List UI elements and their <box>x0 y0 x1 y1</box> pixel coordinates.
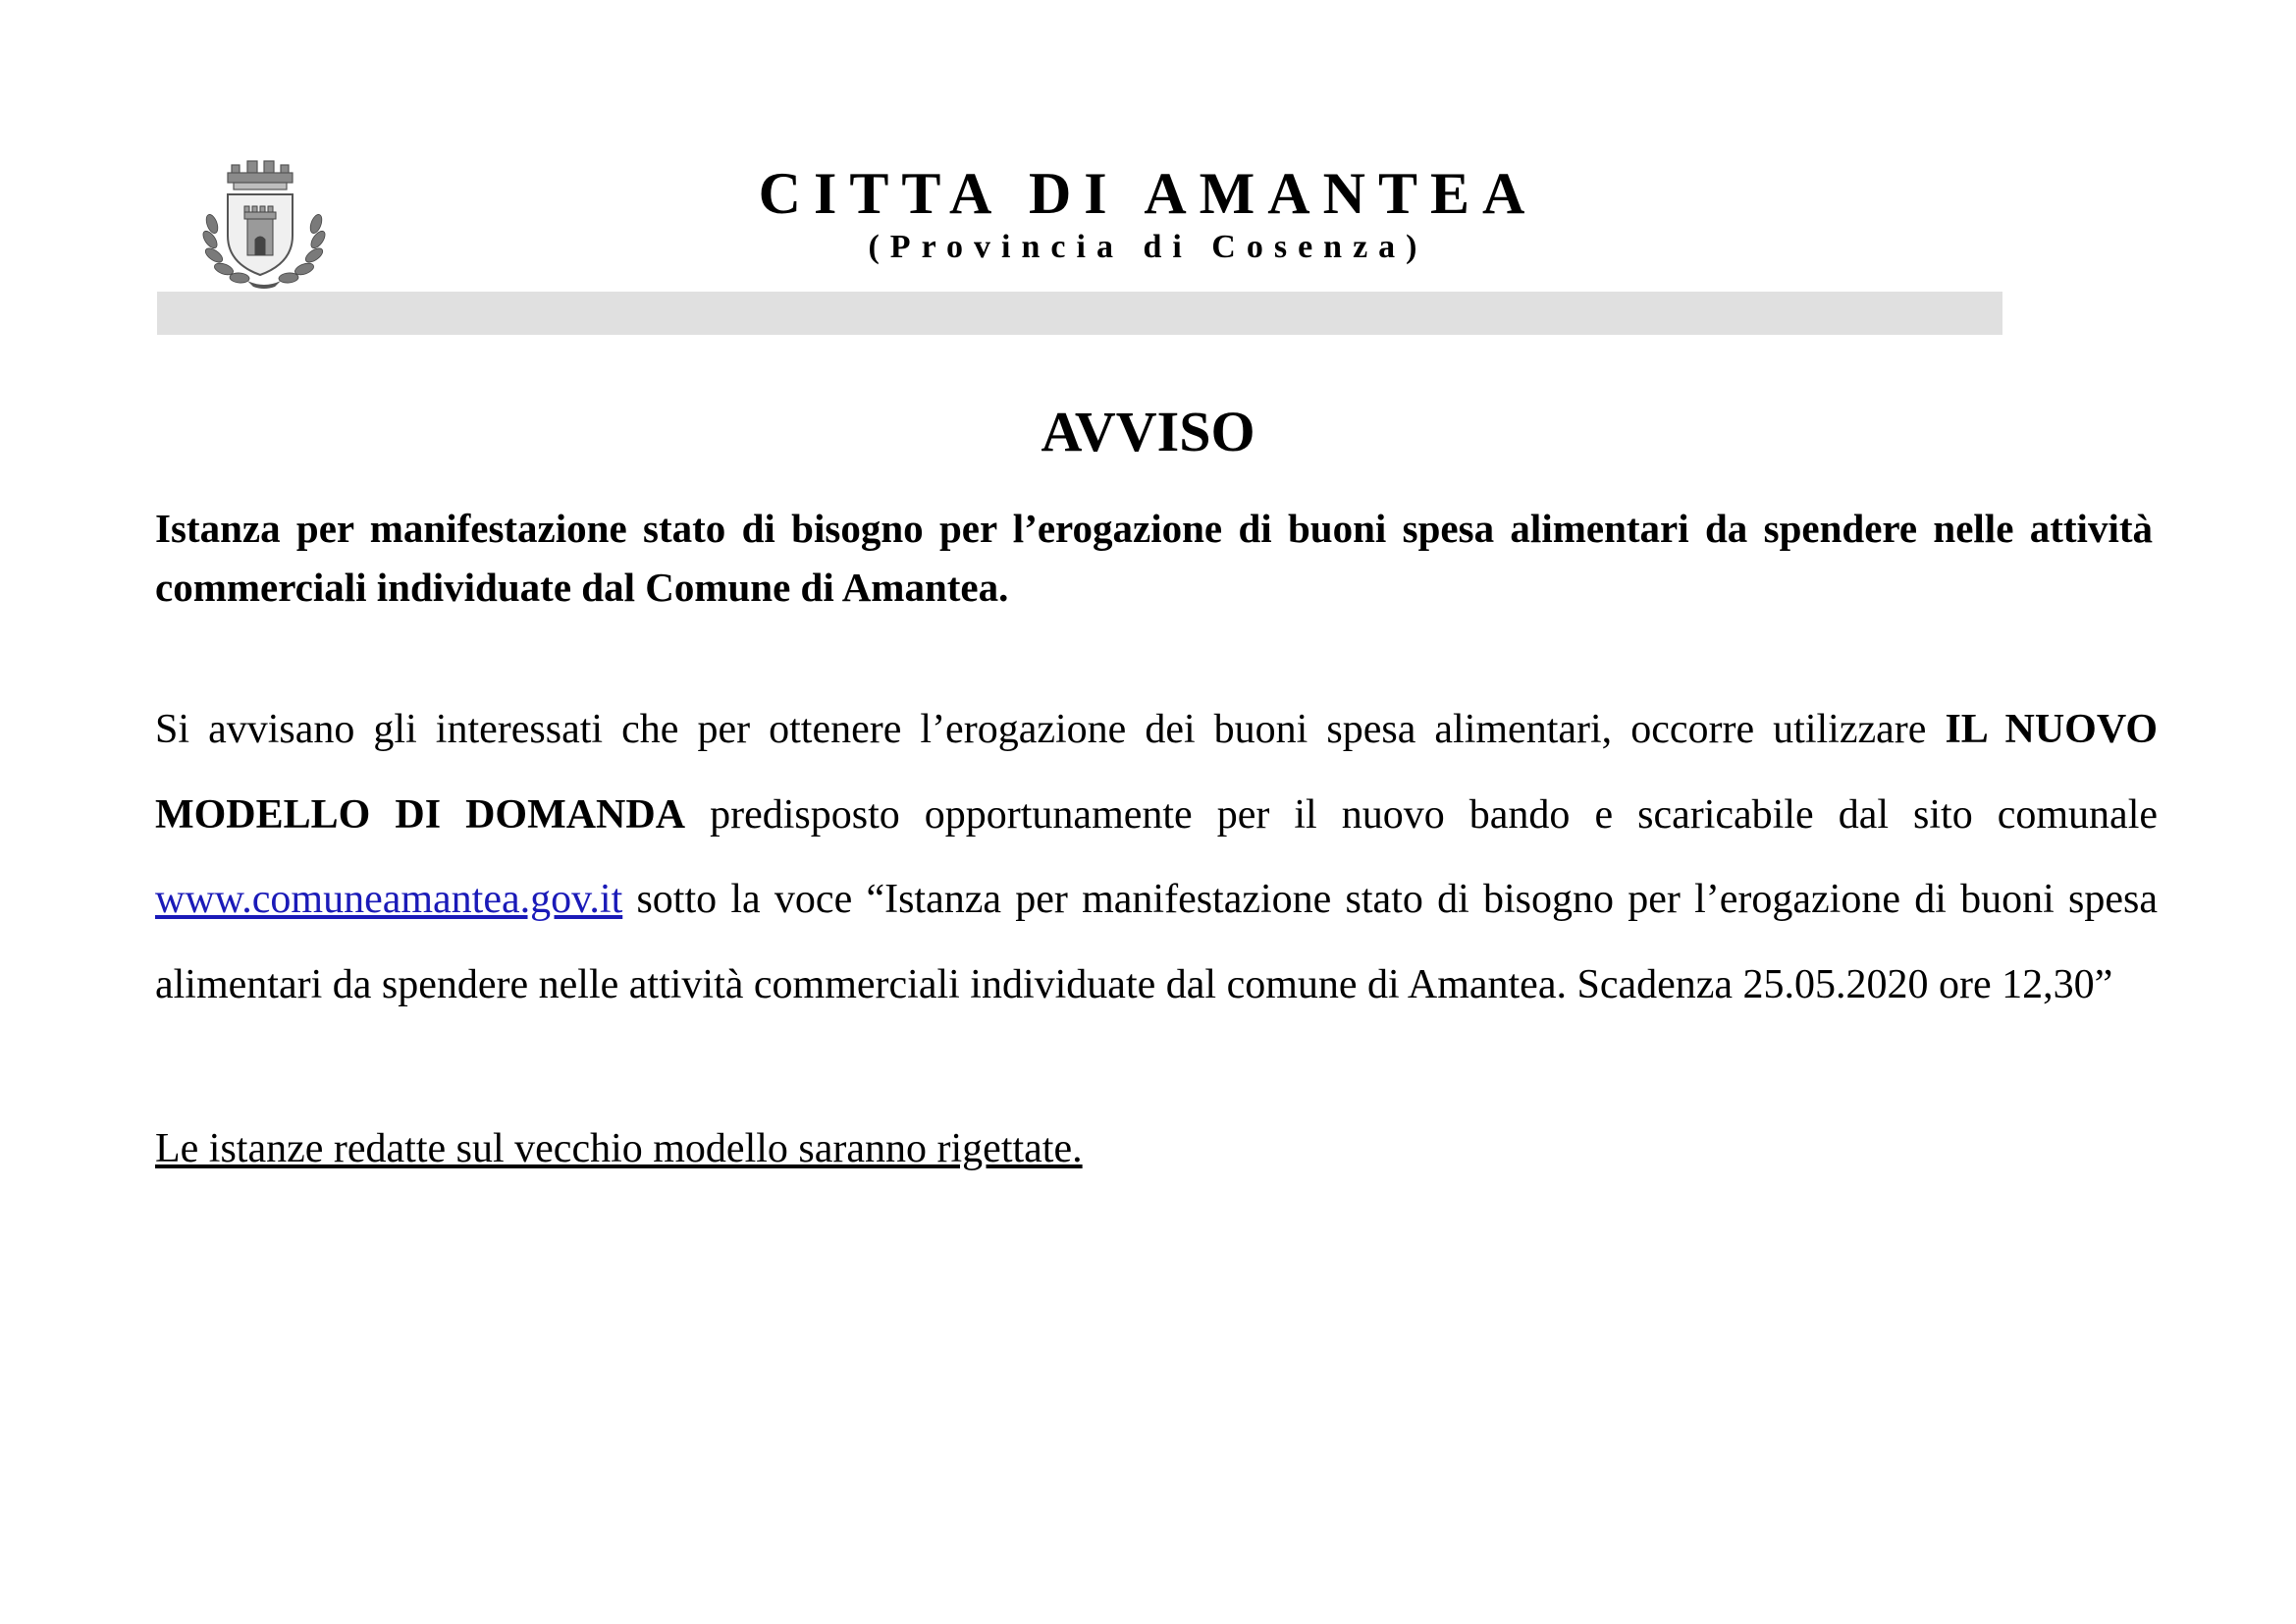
body-text-part-2: predisposto opportunamente per il nuovo bando e scaricabile dal sito comunale <box>685 791 2159 838</box>
notice-subject: Istanza per manifestazione stato di bisogno per l’erogazione di buoni spesa alimentari da spendere nelle attività commerciali individuate dal Comune di Amantea. <box>155 506 2153 610</box>
notice-body <box>155 687 2158 1027</box>
new-form-emphasis: IL NUOVO MODELLO DI DOMANDA <box>155 707 2159 838</box>
province-subheading: (Provincia di Cosenza) <box>868 229 1428 265</box>
municipal-website-link[interactable]: www.comuneamantea.gov.it <box>155 877 623 922</box>
body-text-part-1: Si avvisano gli interessati che per ottenere l’erogazione dei buoni spesa alimentari, occorre utilizzare <box>155 707 1946 752</box>
city-name-heading: CITTA DI AMANTEA <box>758 161 1538 226</box>
rejection-warning: Le istanze redatte sul vecchio modello saranno rigettate. <box>155 1126 1083 1171</box>
header-divider-bar <box>157 292 2002 335</box>
body-text-part-3: sotto la voce “Istanza per manifestazione stato di bisogno per l’erogazione di buoni spesa alimentari da spendere nelle attività commerciali individuate dal comune di Amantea. Scadenza 25.05.2020 ore 12,30” <box>155 877 2158 1007</box>
notice-title: AVVISO <box>1041 400 1255 463</box>
